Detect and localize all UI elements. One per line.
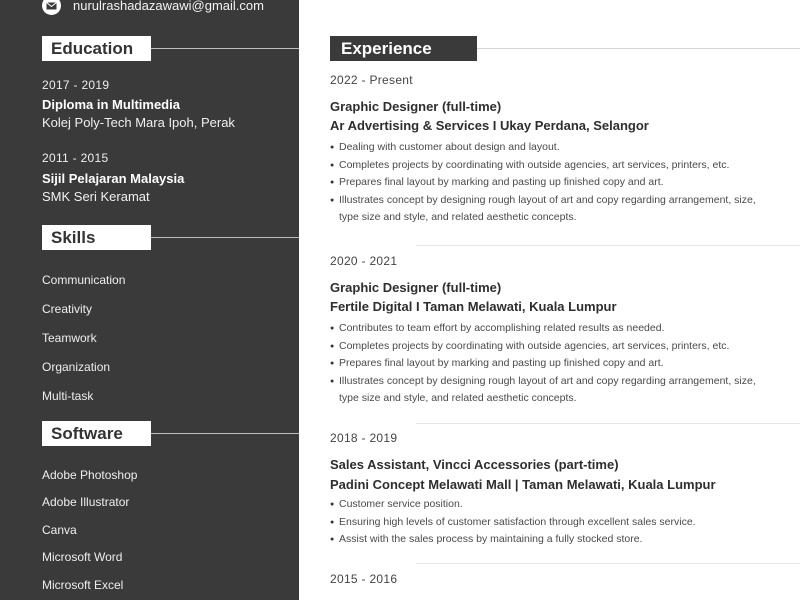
- skills-divider: [151, 237, 299, 238]
- job-duties: [330, 320, 770, 408]
- job-duty: ● Contributes to team effort by accomplishing related results as needed.: [330, 320, 770, 338]
- job-company: Fertile Digital I Taman Melawati, Kuala Lumpur: [330, 299, 617, 314]
- job-duty: ● Completes projects by coordinating with outside agencies, art services, printers, etc.: [330, 338, 770, 356]
- experience-divider: [477, 48, 800, 49]
- job-duty: ● Dealing with customer about design and layout.: [330, 139, 770, 157]
- job-title: Graphic Designer (full-time): [330, 280, 502, 295]
- skill-item: Communication: [42, 273, 126, 287]
- job-company: Padini Concept Melawati Mall | Taman Melawati, Kuala Lumpur: [330, 477, 716, 492]
- software-item: Microsoft Word: [42, 550, 123, 564]
- job-divider: [416, 245, 800, 246]
- skill-item: Teamwork: [42, 331, 97, 345]
- job-duty: ● Ensuring high levels of customer satisfaction through excellent sales service.: [330, 514, 770, 532]
- education-school: Kolej Poly-Tech Mara Ipoh, Perak: [42, 115, 235, 130]
- education-years: 2011 - 2015: [42, 151, 109, 165]
- envelope-icon: [42, 0, 61, 15]
- email-row[interactable]: [42, 0, 264, 15]
- job-duty: ● Illustrates concept by designing rough layout of art and copy regarding arrangement, size, type size and style, and related aesthetic concepts.: [330, 373, 770, 408]
- job-duties: [330, 139, 770, 227]
- sidebar: [0, 0, 299, 600]
- software-divider: [151, 433, 299, 434]
- job-duty: ● Completes projects by coordinating with outside agencies, art services, printers, etc.: [330, 157, 770, 175]
- software-item: Canva: [42, 523, 77, 537]
- software-item: Microsoft Excel: [42, 578, 124, 592]
- experience-heading: Experience: [330, 36, 477, 61]
- job-date: 2020 - 2021: [330, 254, 398, 268]
- job-date: 2018 - 2019: [330, 431, 398, 445]
- skills-heading: Skills: [42, 225, 151, 250]
- education-degree: Sijil Pelajaran Malaysia: [42, 171, 185, 186]
- education-years: 2017 - 2019: [42, 78, 110, 92]
- education-divider: [151, 48, 299, 49]
- job-title: Graphic Designer (full-time): [330, 99, 502, 114]
- skill-item: Creativity: [42, 302, 93, 316]
- education-degree: Diploma in Multimedia: [42, 97, 180, 112]
- job-date: 2015 - 2016: [330, 572, 398, 586]
- job-company: Ar Advertising & Services I Ukay Perdana, Selangor: [330, 118, 649, 133]
- job-duty: ● Assist with the sales process by maintaining a fully stocked store.: [330, 531, 770, 549]
- education-heading: Education: [42, 36, 151, 61]
- job-duty: ● Prepares final layout by marking and pasting up finished copy and art.: [330, 355, 770, 373]
- job-duty: ● Illustrates concept by designing rough layout of art and copy regarding arrangement, size, type size and style, and related aesthetic concepts.: [330, 192, 770, 227]
- job-divider: [416, 563, 800, 564]
- job-duty: ● Customer service position.: [330, 496, 770, 514]
- job-date: 2022 - Present: [330, 73, 413, 87]
- education-school: SMK Seri Keramat: [42, 189, 150, 204]
- skill-item: Multi-task: [42, 389, 94, 403]
- skill-item: Organization: [42, 360, 111, 374]
- job-divider: [416, 423, 800, 424]
- software-item: Adobe Photoshop: [42, 468, 138, 482]
- job-duty: ● Prepares final layout by marking and pasting up finished copy and art.: [330, 174, 770, 192]
- email-address[interactable]: nurulrashadazawawi@gmail.com: [73, 0, 264, 13]
- software-heading: Software: [42, 421, 151, 446]
- job-duties: [330, 496, 770, 549]
- job-title: Sales Assistant, Vincci Accessories (part-time): [330, 457, 619, 472]
- software-item: Adobe Illustrator: [42, 495, 130, 509]
